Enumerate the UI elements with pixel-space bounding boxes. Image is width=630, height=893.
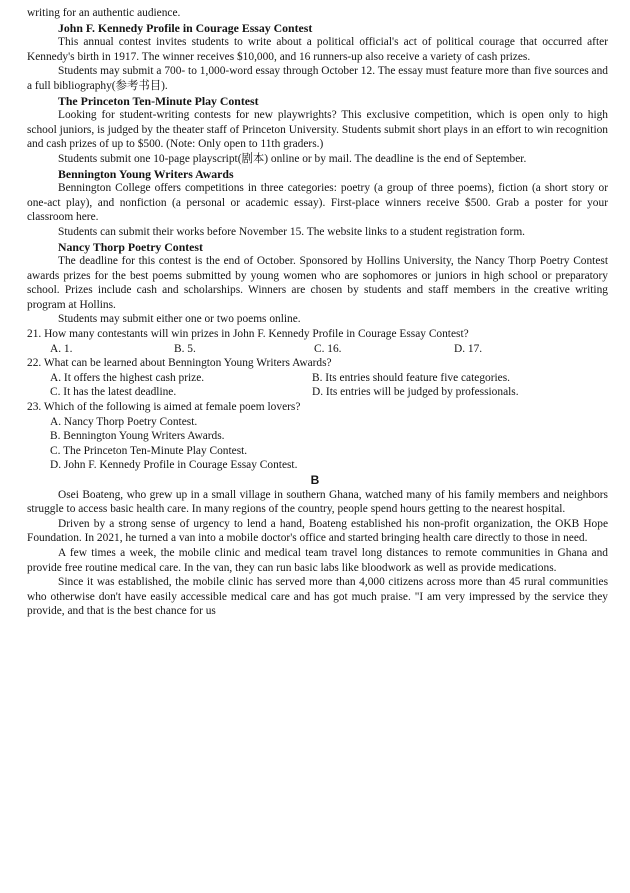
contest-paragraph: Students may submit a 700- to 1,000-word essay through October 12. The essay must feature more than five sources and a full bibliography(参考书目).	[27, 65, 608, 92]
option: C. 16.	[314, 342, 342, 355]
option: B. Its entries should feature five categories.	[312, 371, 511, 384]
question-22-options	[0, 371, 630, 400]
contest-paragraph: The deadline for this contest is the end of October. Sponsored by Hollins University, the Nancy Thorp Poetry Contest awards prizes for the best poems submitted by young women who are sophomores or juniors in high school or preparatory school. Prizes include cash and scholarships. Winners are chosen by students and staff members in the creative writing program at Hollins.	[27, 255, 608, 311]
passage-b-paragraph: Since it was established, the mobile clinic has served more than 4,000 citizens across more than 45 rural communities who otherwise don't have easily accessible medical care and has got much praise. "I am very impressed by the service they provide, and that is the best chance for us	[27, 576, 608, 618]
option: A. Nancy Thorp Poetry Contest.	[50, 415, 198, 428]
question-21-stem: 21. How many contestants will win prizes in John F. Kennedy Profile in Courage Essay Contest?	[27, 328, 469, 341]
contest-paragraph: Students can submit their works before November 15. The website links to a student registration form.	[58, 225, 526, 238]
question-21-options	[0, 342, 630, 357]
contest-title-nancy-thorp: Nancy Thorp Poetry Contest	[58, 239, 203, 254]
passage-b-paragraph: A few times a week, the mobile clinic and medical team travel long distances to remote communities in Ghana and provide free routine medical care. In the van, they can run basic labs like bloodwork as well as provide medications.	[27, 546, 608, 574]
contest-title-princeton: The Princeton Ten-Minute Play Contest	[58, 93, 259, 108]
passage-b-paragraph: Driven by a strong sense of urgency to lend a hand, Boateng established his non-profit organization, the OKB Hope Foundation. In 2021, he turned a van into a mobile doctor's office and started bringing health care directly to those in need.	[27, 517, 608, 545]
option: C. The Princeton Ten-Minute Play Contest.	[50, 444, 248, 457]
section-label-b: B	[310, 473, 320, 487]
contest-paragraph: Students submit one 10-page playscript(剧本) online or by mail. The deadline is the end of September.	[58, 152, 527, 165]
contest-title-bennington: Bennington Young Writers Awards	[58, 166, 234, 181]
intro-tail: writing for an authentic audience.	[27, 7, 181, 19]
option: D. Its entries will be judged by professionals.	[312, 386, 519, 399]
contest-paragraph: This annual contest invites students to write about a political official's act of political courage that occurred after Kennedy's birth in 1917. The winner receives $10,000, and 16 runners-up also receive a variety of cash prizes.	[27, 36, 608, 63]
contest-paragraph: Looking for student-writing contests for new playwrights? This exclusive competition, which is open only to high school juniors, is judged by the theater staff of Princeton University. Students submit short plays in an effort to win recognition and cash prizes of up to $500. (Note: Only open to 11th graders.)	[27, 109, 608, 151]
question-23-stem: 23. Which of the following is aimed at female poem lovers?	[27, 401, 301, 414]
option: B. Bennington Young Writers Awards.	[50, 430, 225, 443]
passage-b-paragraph: Osei Boateng, who grew up in a small village in southern Ghana, watched many of his family members and neighbors struggle to access basic health care. In many regions of the country, people spend hours getting to the nearest hospital.	[27, 488, 608, 516]
contest-title-kennedy: John F. Kennedy Profile in Courage Essay Contest	[58, 20, 313, 35]
option: A. 1.	[50, 342, 73, 355]
option: C. It has the latest deadline.	[50, 386, 177, 399]
option: D. 17.	[454, 342, 483, 355]
option: B. 5.	[174, 342, 196, 355]
contest-paragraph: Bennington College offers competitions in three categories: poetry (a group of three poems), fiction (a short story or one-act play), and nonfiction (a personal or academic essay). First-place winners receive $500. Grab a poster for your classroom here.	[27, 182, 608, 224]
option: D. John F. Kennedy Profile in Courage Essay Contest.	[50, 459, 298, 472]
option: A. It offers the highest cash prize.	[50, 371, 205, 384]
question-22-stem: 22. What can be learned about Bennington Young Writers Awards?	[27, 357, 332, 370]
contest-paragraph: Students may submit either one or two poems online.	[58, 313, 301, 326]
